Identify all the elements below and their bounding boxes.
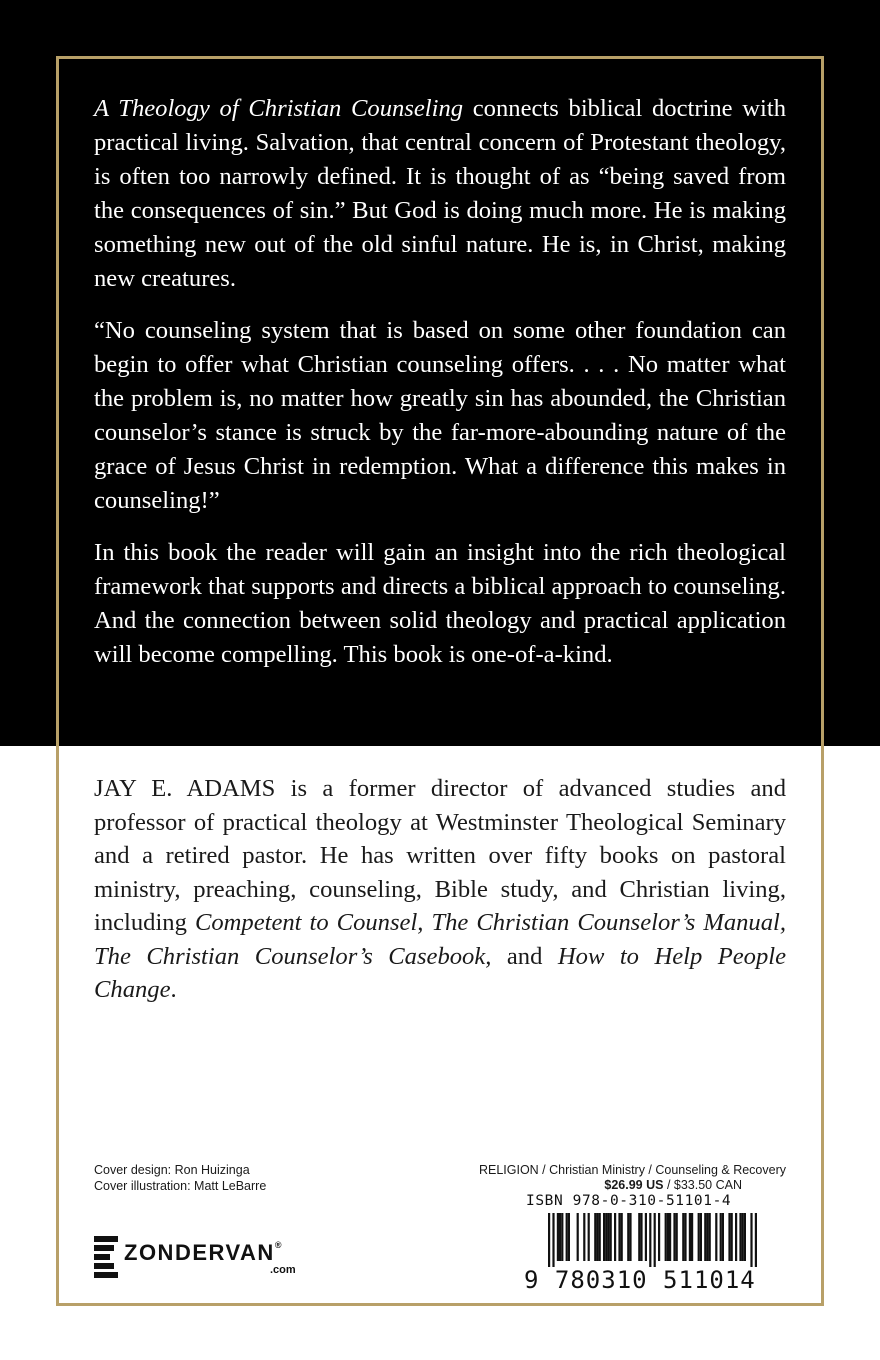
- barcode-bar: [658, 1213, 660, 1261]
- price-can: $33.50 CAN: [673, 1178, 742, 1192]
- barcode-bar: [645, 1213, 647, 1261]
- barcode-icon: [524, 1213, 780, 1267]
- barcode-bar: [561, 1213, 563, 1261]
- barcode-bar: [700, 1213, 702, 1261]
- barcode-bar: [682, 1213, 684, 1261]
- publisher-logo: [94, 1236, 324, 1284]
- barcode-bar: [742, 1213, 744, 1261]
- barcode-bar: [667, 1213, 669, 1261]
- barcode-bar: [689, 1213, 691, 1261]
- barcode-bar: [739, 1213, 741, 1261]
- author-books-2: How to Help People Change: [94, 942, 787, 1003]
- barcode-bar: [614, 1213, 616, 1261]
- barcode-bar: [566, 1213, 568, 1261]
- barcode-bar: [638, 1213, 640, 1261]
- barcode-block: [524, 1193, 780, 1297]
- blurb-paragraph-1-text: connects biblical doctrine with practical living. Salvation, that central concern of Protestant theology, is often too narrowly defined. It is thought of as “being saved from the consequences of sin.” But God is doing much more. He is making something new out of the old sinful nature. He is, in Christ, making new creatures.: [94, 95, 786, 292]
- barcode-bar: [568, 1213, 570, 1261]
- author-bio-text: JAY E. ADAMS is a former director of advanced studies and professor of practical theology at Westminster Theological Seminary and a retired pastor. He has written over fifty books on pastoral ministry, preaching, counseling, Bible study, and Christian living, including: [94, 775, 786, 936]
- barcode-bar: [665, 1213, 667, 1261]
- barcode-bar: [607, 1213, 609, 1261]
- barcode-bar: [621, 1213, 623, 1261]
- author-bio-and: and: [491, 942, 558, 970]
- barcode-bar: [559, 1213, 561, 1261]
- barcode-bar: [698, 1213, 700, 1261]
- isbn-label: ISBN 978-0-310-51101-4: [526, 1193, 732, 1209]
- author-bio-end: .: [170, 976, 177, 1003]
- barcode-bar: [673, 1213, 675, 1261]
- barcode-bar: [720, 1213, 722, 1261]
- barcode-bar: [735, 1213, 737, 1261]
- category-line: RELIGION / Christian Ministry / Counseling & Recovery: [478, 1163, 786, 1177]
- price-us: $26.99 US: [604, 1178, 664, 1192]
- cover-credits: [94, 1162, 266, 1194]
- book-title: A Theology of Christian Counseling: [94, 95, 464, 122]
- barcode-bar: [548, 1213, 550, 1267]
- barcode-bar: [618, 1213, 620, 1261]
- barcode-bar: [649, 1213, 651, 1267]
- barcode-bar: [744, 1213, 746, 1261]
- blurb-paragraph-1: [94, 92, 786, 296]
- barcode-bar: [627, 1213, 629, 1261]
- price-line: $26.99 US / $33.50 CAN: [604, 1178, 742, 1192]
- barcode-bar: [557, 1213, 559, 1261]
- barcode-bar: [552, 1213, 554, 1267]
- author-books-1: Competent to Counsel, The Christian Counselor’s Manual, The Christian Counselor’s Casebook,: [94, 909, 786, 970]
- publisher-domain: .com: [270, 1264, 296, 1276]
- barcode-bar: [588, 1213, 590, 1261]
- cover-illustration-credit: Cover illustration: Matt LeBarre: [94, 1179, 267, 1193]
- barcode-bar: [640, 1213, 642, 1261]
- isbn-digits: 9 780310 511014: [524, 1266, 756, 1294]
- barcode-bar: [755, 1213, 757, 1267]
- cover-design-credit: Cover design: Ron Huizinga: [94, 1163, 250, 1177]
- barcode-bar: [599, 1213, 601, 1261]
- barcode-bar: [722, 1213, 724, 1261]
- barcode-bar: [715, 1213, 717, 1261]
- barcode-bar: [676, 1213, 678, 1261]
- barcode-bar: [709, 1213, 711, 1261]
- barcode-bar: [704, 1213, 706, 1261]
- barcode-bar: [605, 1213, 607, 1261]
- barcode-bar: [731, 1213, 733, 1261]
- barcode-bar: [583, 1213, 585, 1261]
- barcode-bar: [603, 1213, 605, 1261]
- zondervan-mark-icon: [94, 1236, 118, 1280]
- blurb-paragraph-3: In this book the reader will gain an insight into the rich theological framework that supports and directs a biblical approach to counseling. And the connection between solid theology and practical application will become compelling. This book is one-of-a-kind.: [94, 539, 786, 668]
- barcode-bar: [691, 1213, 693, 1261]
- barcode-bar: [654, 1213, 656, 1267]
- barcode-bar: [684, 1213, 686, 1261]
- barcode-bar: [706, 1213, 708, 1261]
- barcode-bar: [577, 1213, 579, 1261]
- barcode-bar: [610, 1213, 612, 1261]
- barcode-bar: [728, 1213, 730, 1261]
- barcode-bar: [750, 1213, 752, 1267]
- author-bio: [94, 772, 786, 1007]
- barcode-bar: [669, 1213, 671, 1261]
- barcode-bar: [596, 1213, 598, 1261]
- barcode-bar: [629, 1213, 631, 1261]
- publisher-name: ZONDERVAN®: [124, 1240, 282, 1265]
- blurb-paragraph-2: “No counseling system that is based on some other foundation can begin to offer what Christian counseling offers. . . . No matter what the problem is, no matter how greatly sin has abounded, the Christian counselor’s stance is struck by the far-more-abounding nature of the grace of Jesus Christ in redemption. What a difference this makes in counseling!”: [94, 317, 786, 514]
- blurb: [94, 92, 786, 672]
- barcode-bar: [594, 1213, 596, 1261]
